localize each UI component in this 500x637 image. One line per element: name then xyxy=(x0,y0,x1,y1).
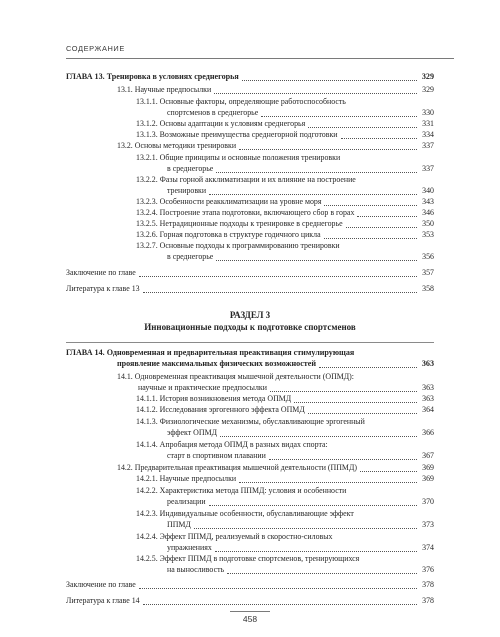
toc-subsection-14-1-1[interactable] xyxy=(136,394,434,405)
leader-dots xyxy=(239,149,417,150)
toc-entry-text: 14.1.1. История возникновения метода ОПМД xyxy=(136,394,292,403)
leader-dots xyxy=(209,505,417,506)
toc-section-13-1[interactable] xyxy=(117,85,434,96)
toc-chapter-14-line1[interactable]: ГЛАВА 14. Одновременная и предварительная преактивация стимулирующая xyxy=(66,348,355,357)
leader-dots xyxy=(308,413,417,414)
toc-subsection-14-2-3-line1[interactable]: 14.2.3. Индивидуальные особенности, обуславливающие эффект xyxy=(136,509,354,518)
leader-dots xyxy=(143,604,417,605)
toc-entry-text: 13.1.2. Основы адаптации к условиям среднегорья xyxy=(136,119,306,128)
leader-dots xyxy=(220,436,417,437)
toc-page-number: 329 xyxy=(421,72,434,81)
leader-dots xyxy=(242,80,417,81)
part-label: РАЗДЕЛ 3 xyxy=(229,310,271,320)
header-rule xyxy=(66,58,454,59)
leader-dots xyxy=(360,471,417,472)
toc-page-number: 346 xyxy=(422,208,434,217)
toc-chapter-14[interactable] xyxy=(117,359,434,370)
toc-page-number: 340 xyxy=(422,186,434,195)
leader-dots xyxy=(143,292,417,293)
leader-dots xyxy=(324,205,417,206)
toc-page-number: 373 xyxy=(422,520,434,529)
toc-entry-text: 14.2. Предварительная преактивация мышечной деятельности (ППМД) xyxy=(117,463,357,472)
toc-page-number: 343 xyxy=(422,197,434,206)
toc-subsection-14-2-5-line1[interactable]: 14.2.5. Эффект ППМД в подготовке спортсменов, тренирующихся xyxy=(136,554,360,563)
leader-dots xyxy=(346,227,417,228)
toc-page-number: 378 xyxy=(422,596,434,605)
toc-page-number: 357 xyxy=(422,268,434,277)
toc-page-number: 370 xyxy=(422,497,434,506)
toc-subsection-14-2-2[interactable] xyxy=(167,497,434,508)
toc-entry-text: в среднегорье xyxy=(167,252,214,261)
toc-page-number: 374 xyxy=(422,543,434,552)
part-title: Инновационные подходы к подготовке спортсменов xyxy=(144,322,356,332)
toc-entry-text: 13.2.4. Построение этапа подготовки, включающего сбор в горах xyxy=(136,208,355,217)
toc-conclusion-14[interactable] xyxy=(66,580,434,591)
toc-section-13-2[interactable] xyxy=(117,141,434,152)
toc-page-number: 363 xyxy=(421,359,434,368)
leader-dots xyxy=(194,528,417,529)
toc-subsection-13-2-6[interactable] xyxy=(136,230,434,241)
toc-subsection-13-1-2[interactable] xyxy=(136,119,434,130)
toc-entry-text: ППМД xyxy=(167,520,191,529)
toc-chapter-13[interactable] xyxy=(66,72,434,83)
toc-page-number: 330 xyxy=(422,108,434,117)
toc-subsection-13-2-4[interactable] xyxy=(136,208,434,219)
leader-dots xyxy=(216,172,417,173)
toc-entry-text: тренировки xyxy=(167,186,207,195)
toc-page-number: 337 xyxy=(422,164,434,173)
leader-dots xyxy=(319,367,417,368)
toc-page-number: 369 xyxy=(422,463,434,472)
toc-entry-text: 14.2.1. Научные предпосылки xyxy=(136,474,237,483)
toc-subsection-13-2-2[interactable] xyxy=(167,186,434,197)
toc-entry-text: старт в спортивном плавании xyxy=(167,451,266,460)
toc-subsection-14-2-2-line1[interactable]: 14.2.2. Характеристика метода ППМД: условия и особенности xyxy=(136,486,347,495)
toc-page-number: 378 xyxy=(422,580,434,589)
toc-subsection-13-2-5[interactable] xyxy=(136,219,434,230)
toc-entry-text: спортсменов в среднегорье xyxy=(167,108,259,117)
toc-section-14-1-line1[interactable]: 14.1. Одновременная преактивация мышечной деятельности (ОПМД): xyxy=(117,372,354,381)
toc-entry-text: 13.2.3. Особенности реакклиматизации на уровне моря xyxy=(136,197,322,206)
toc-entry-text: 13.1.3. Возможные преимущества среднегорной подготовки xyxy=(136,130,338,139)
leader-dots xyxy=(139,588,417,589)
section-rule xyxy=(66,342,434,343)
toc-section-14-1[interactable] xyxy=(138,383,434,394)
toc-subsection-13-2-2-line1[interactable]: 13.2.2. Фазы горной акклиматизации и их влияние на построение xyxy=(136,175,356,184)
leader-dots xyxy=(308,127,417,128)
toc-entry-text: научные и практические предпосылки xyxy=(138,383,267,392)
toc-page-number: 366 xyxy=(422,428,434,437)
toc-page-number: 353 xyxy=(422,230,434,239)
toc-subsection-14-2-4[interactable] xyxy=(167,543,434,554)
toc-section-14-2[interactable] xyxy=(117,463,434,474)
toc-subsection-14-1-3[interactable] xyxy=(167,428,434,439)
leader-dots xyxy=(239,482,417,483)
leader-dots xyxy=(139,276,417,277)
toc-subsection-13-2-7-line1[interactable]: 13.2.7. Основные подходы к программированию тренировки xyxy=(136,241,340,250)
toc-entry-text: 13.2.6. Горная подготовка в структуре годичного цикла xyxy=(136,230,321,239)
toc-page-number: 358 xyxy=(422,284,434,293)
leader-dots xyxy=(261,116,417,117)
toc-page-number: 356 xyxy=(422,252,434,261)
toc-subsection-13-2-3[interactable] xyxy=(136,197,434,208)
leader-dots xyxy=(227,573,417,574)
toc-subsection-14-2-5[interactable] xyxy=(167,565,434,576)
toc-page-number: 350 xyxy=(422,219,434,228)
toc-entry-text: в среднегорье xyxy=(167,164,214,173)
leader-dots xyxy=(215,551,417,552)
toc-page-number: 369 xyxy=(422,474,434,483)
toc-page-number: 364 xyxy=(422,405,434,414)
leader-dots xyxy=(357,216,417,217)
toc-entry-text: ГЛАВА 13. Тренировка в условиях среднегорья xyxy=(66,72,239,81)
leader-dots xyxy=(209,194,417,195)
toc-entry-text: 14.1.2. Исследования эргогенного эффекта ОПМД xyxy=(136,405,305,414)
leader-dots xyxy=(294,402,417,403)
toc-page-number: 363 xyxy=(422,383,434,392)
leader-dots xyxy=(216,260,417,261)
page-number: 458 xyxy=(242,614,258,624)
toc-page-number: 376 xyxy=(422,565,434,574)
toc-conclusion-13[interactable] xyxy=(66,268,434,279)
toc-literature-13[interactable] xyxy=(66,284,434,295)
toc-entry-text: Заключение по главе xyxy=(66,268,136,277)
toc-entry-text: 13.1. Научные предпосылки xyxy=(117,85,212,94)
toc-entry-text: эффект ОПМД xyxy=(167,428,217,437)
toc-subsection-13-1-1-line1[interactable]: 13.1.1. Основные факторы, определяющие работоспособность xyxy=(136,97,346,106)
footer-rule xyxy=(230,611,270,612)
leader-dots xyxy=(270,391,417,392)
toc-subsection-14-1-4-line1[interactable]: 14.1.4. Апробация метода ОПМД в разных видах спорта: xyxy=(136,440,328,449)
toc-page-number: 367 xyxy=(422,451,434,460)
toc-subsection-14-2-4-line1[interactable]: 14.2.4. Эффект ППМД, реализуемый в скоростно-силовых xyxy=(136,532,333,541)
toc-entry-text: на выносливость xyxy=(167,565,225,574)
toc-entry-text: проявление максимальных физических возможностей xyxy=(117,359,317,368)
toc-entry-text: Литература к главе 14 xyxy=(66,596,140,605)
toc-entry-text: Литература к главе 13 xyxy=(66,284,140,293)
leader-dots xyxy=(269,459,417,460)
toc-subsection-13-2-7[interactable] xyxy=(167,252,434,263)
toc-subsection-13-2-1-line1[interactable]: 13.2.1. Общие принципы и основные положения тренировки xyxy=(136,153,341,162)
toc-page-number: 363 xyxy=(422,394,434,403)
running-head: СОДЕРЖАНИЕ xyxy=(66,44,125,53)
toc-subsection-14-1-2[interactable] xyxy=(136,405,434,416)
toc-subsection-13-1-3[interactable] xyxy=(136,130,434,141)
toc-page-number: 331 xyxy=(422,119,434,128)
toc-subsection-13-2-1[interactable] xyxy=(167,164,434,175)
toc-literature-14[interactable] xyxy=(66,596,434,607)
toc-subsection-13-1-1[interactable] xyxy=(167,108,434,119)
toc-page-number: 337 xyxy=(422,141,434,150)
leader-dots xyxy=(324,238,417,239)
toc-entry-text: реализации xyxy=(167,497,206,506)
toc-entry-text: Заключение по главе xyxy=(66,580,136,589)
leader-dots xyxy=(341,138,417,139)
leader-dots xyxy=(214,93,417,94)
toc-subsection-14-1-4[interactable] xyxy=(167,451,434,462)
toc-subsection-14-2-1[interactable] xyxy=(136,474,434,485)
toc-entry-text: 13.2. Основы методики тренировки xyxy=(117,141,237,150)
toc-subsection-14-2-3[interactable] xyxy=(167,520,434,531)
toc-subsection-14-1-3-line1[interactable]: 14.1.3. Физиологические механизмы, обуславливающие эргогенный xyxy=(136,417,365,426)
toc-page-number: 334 xyxy=(422,130,434,139)
toc-entry-text: 13.2.5. Нетрадиционные подходы к тренировке в среднегорье xyxy=(136,219,343,228)
toc-page-number: 329 xyxy=(422,85,434,94)
toc-entry-text: упражнениях xyxy=(167,543,212,552)
